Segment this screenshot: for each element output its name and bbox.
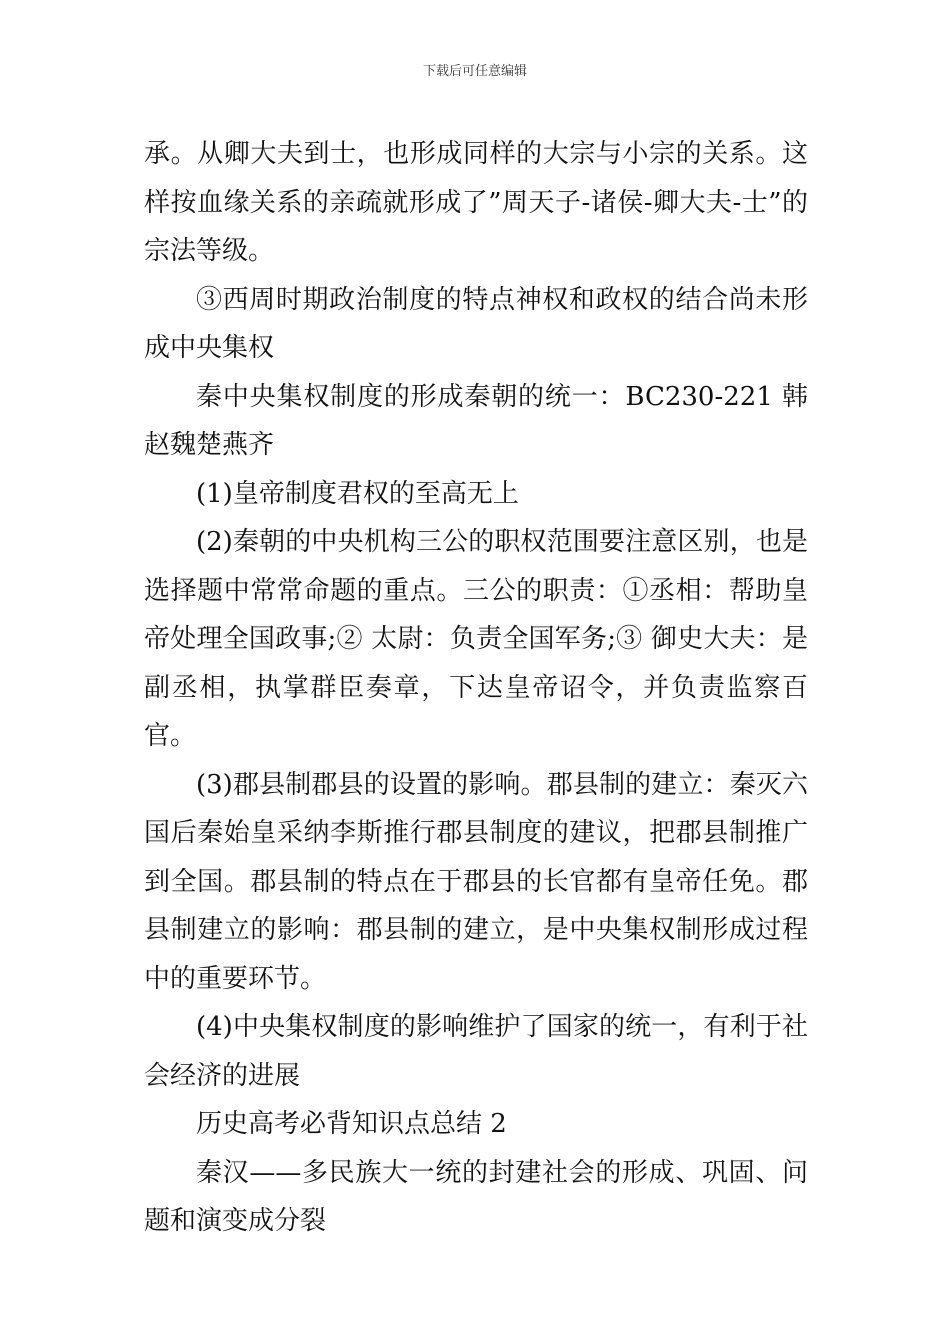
paragraph-2: ③西周时期政治制度的特点神权和政权的结合尚未形成中央集权 [144, 284, 808, 363]
paragraph-6: (3)郡县制郡县的设置的影响。郡县制的建立：秦灭六国后秦始皇采纳李斯推行郡县制度的建议，把郡县制推广到全国。郡县制的特点在于郡县的长官都有皇帝任免。郡县制建立的影响：郡县制的建立，是中央集权制形成过程中的重要环节。 [144, 769, 808, 994]
paragraph-1: 承。从卿大夫到士，也形成同样的大宗与小宗的关系。这样按血缘关系的亲疏就形成了”周天子-诸侯-卿大夫-士”的宗法等级。 [144, 139, 808, 266]
paragraph-5: (2)秦朝的中央机构三公的职权范围要注意区别，也是选择题中常常命题的重点。三公的职责：①丞相：帮助皇帝处理全国政事;② 太尉：负责全国军务;③ 御史大夫：是副丞相，执掌群臣奏章，下达皇帝诏令，并负责监察百官。 [144, 527, 808, 751]
paragraph-8: 秦汉——多民族大一统的封建社会的形成、巩固、问题和演变成分裂 [144, 1157, 808, 1236]
section-heading: 历史高考必背知识点总结 2 [196, 1109, 507, 1139]
paragraph-3: 秦中央集权制度的形成秦朝的统一：BC230-221 韩赵魏楚燕齐 [144, 381, 808, 460]
paragraph-4: (1)皇帝制度君权的至高无上 [196, 478, 519, 509]
paragraph-7: (4)中央集权制度的影响维护了国家的统一，有利于社会经济的进展 [144, 1012, 808, 1091]
page-header: 下载后可任意编辑 [422, 64, 527, 79]
document-body [144, 130, 808, 1246]
